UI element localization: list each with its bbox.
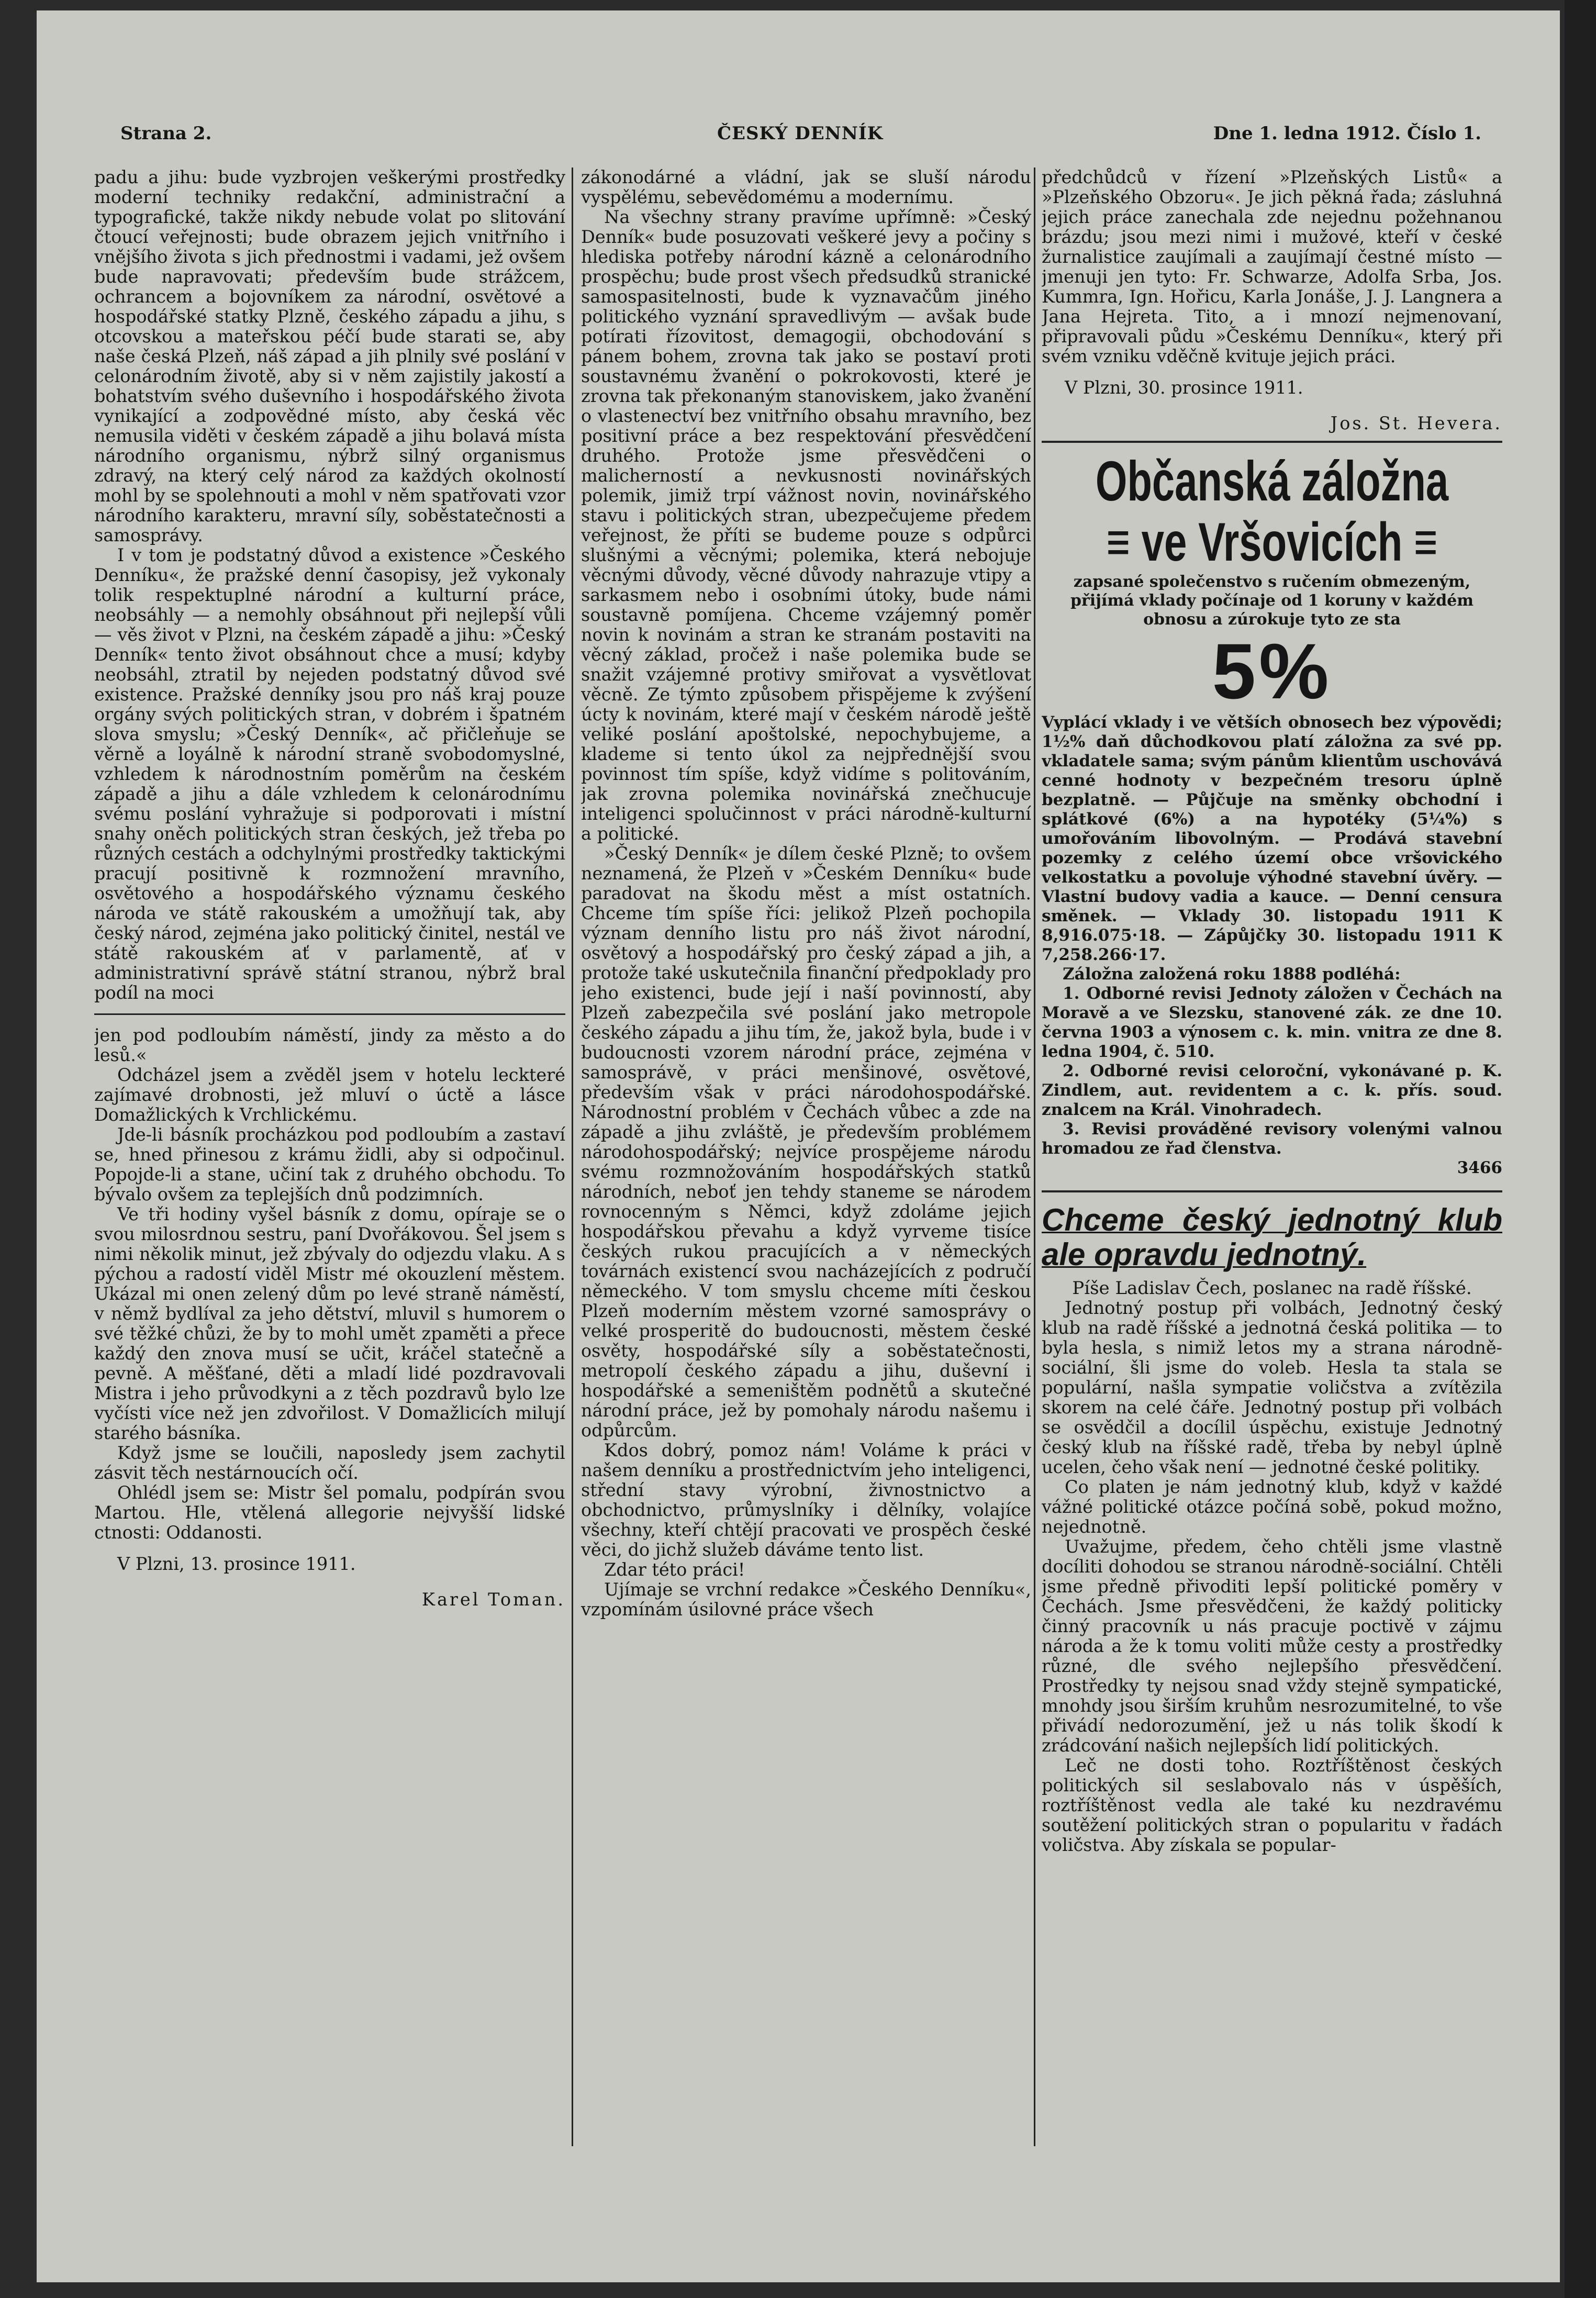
article-paragraph: Zdar této práci! [604,1559,745,1580]
ad-line: přijímá vklady počínaje od 1 koruny v každém obnosu a zúrokuje tyto ze sta [1070,592,1474,629]
issue-date: Dne 1. ledna 1912. Číslo 1. [1213,123,1481,144]
ad-title: Občanská záložna [1095,449,1449,512]
column-1 [94,168,565,2209]
article-paragraph: Leč ne dosti toho. Roztříštěnost českých politických sil seslabovalo nás v úspěších, roztříštěnost vedla ale také ku nezdravému soutěžení politických stran o popularitu v řadách voličstva. Aby získala se popular- [1042,1755,1502,1855]
newspaper-title: ČESKÝ DENNÍK [717,123,884,144]
article-date: V Plzni, 13. prosince 1911. [117,1554,356,1574]
article-paragraph: Jde-li básník procházkou pod podloubím a zastaví se, hned přinesou z krámu židli, aby si odpočinul. Popojde-li a stane, učiní tak z druhého obchodu. To bývalo ovšem za teplejších dnů podzimních. [94,1124,565,1204]
article-paragraph: Odcházel jsem a zvěděl jsem v hotelu leckteré zajímavé drobnosti, jež mluví o úctě a lásce Domažlických k Vrchlickému. [94,1065,565,1125]
newspaper-page [37,10,1560,2282]
column-2 [581,168,1031,2209]
article-paragraph: Na všechny strany pravíme upřímně: »Český Denník« bude posuzovati veškeré jevy a počiny s hlediska potřeby národní kázně a celonárodního prospěchu; bude prost všech předsudků stranické samospasitelnosti, bude k vyznavačům jiného politického vyznání spravedlivým — avšak bude potírati řízovitost, demagogii, obchodování s pánem bohem, zrovna tak jako se postaví proti soustavnému žvanění o pokrokovosti, které je zrovna tak překonaným stanoviskem, jako žvanění o vlastenectví bez vnitřního obsahu mravního, bez positivní práce a bez respektování přesvědčení druhého. Protože jsme přesvědčeni o malicherností a nevkusnosti novinářských polemik, jimiž trpí vážnost novin, novinářského stavu i politických stran, ubezpečujeme předem veřejnost, že příti se budeme pouze s odpůrci slušnými a věcnými; polemika, která nebojuje věcnými důvody, věcné důvody nahrazuje vtipy a sarkasmem nebo i osobními útoky, bude námi soustavně pomíjena. Chceme vzájemný poměr novin k novinám a stran ke stranám postaviti na věcný základ, pročež i naše polemika bude se snažit vzájemné protivy smiřovat a vysvětlovat věcně. Ze týmto způsobem přispějeme k zvýšení úcty k novinám, které mají v českém národě ještě veliké poslání apoštolské, nepochybujeme, a klademe si tento úkol za nejpřednější svou povinnost tím spíše, když vidíme s politováním, jak zrovna polemika novinářská znečhucuje inteligenci spolučinnost v práci národně-kulturní a politické. [581,207,1031,844]
article-headline: Chceme český jednotný klub ale opravdu jednotný. [1042,1202,1502,1272]
article-paragraph: Když jsme se loučili, naposledy jsem zachytil zásvit těch nestárnoucích očí. [94,1443,565,1483]
article-paragraph: I v tom je podstatný důvod a existence »Českého Denníku«, že pražské denní časopisy, jež vykonaly tolik respektuplné národní a kulturní práce, neobsáhly — a nemohly obsáhnout při nejlepší vůli — věs život v Plzni, na českém západě a jihu: »Český Denník« tento život obsáhnout chce a musí; kdyby neobsáhl, ztratil by nejeden podstatný důvod své existence. Pražské denníky jsou pro náš kraj pouze orgány svých politických stran, v dobrém i špatném slova smyslu; »Český Denník«, ač přičleňuje se věrně a loyálně k národní straně svobodomyslné, vzhledem k národnostním poměrům na českém západě a jihu a dále vzhledem k celonárodnímu svému poslání vyhražuje si podporovati i místní snahy oněch politických stran českých, jež třeba po různých cestách a odchylnými prostředky taktickými pracují positivně k rozmnožení mravního, osvětového a hospodářského významu českého národa ve státě rakouském a umožňují tak, aby český národ, zejména jako politický činitel, nestál ve státě rakouském ať v parlamentě, ať v administrativní správě státní stranou, nýbrž bral podíl na moci [94,545,565,1003]
article-paragraph: jen pod podloubím náměstí, jindy za město a do lesů.« [94,1025,565,1065]
article-paragraph: Ohlédl jsem se: Mistr šel pomalu, podpírán svou Martou. Hle, vtělená allegorie nejvyšší lidské ctnosti: Oddanosti. [94,1482,565,1543]
article-paragraph: Ve tři hodiny vyšel básník z domu, opíraje se o svou milosrdnou sestru, paní Dvořákovou. Šel jsem s nimi několik minut, jež zbývaly do odjezdu vlaku. A s pýchou a radostí viděl Mistr mé okouzlení městem. Ukázal mi onen zelený dům po levé straně náměstí, v němž bydlíval za jeho dětství, mluvil s humorem o své těžké chůzi, že by to mohl umět zpaměti a přece každý den znova musí se učit, kráčel statečně a pevně. A měšťané, děti a mladí lidé pozdravovali Mistra i jeho průvodkyni a z těch pozdravů bylo lze vyčísti více než jen zdvořilost. V Domažlicích milují starého básníka. [94,1204,565,1443]
column-divider [1034,168,1035,2146]
ad-regulation-list [1042,965,1502,1178]
column-3 [1042,168,1502,2209]
article-paragraph: předchůdců v řízení »Plzeňských Listů« a »Plzeňského Obzoru«. Je jich pěkná řada; zásluhná jejich práce zanechala zde nejednu požehnanou brázdu; jsou mezi nimi i mužové, kteří v české žurnalistice zaujímali a zaujímají čestné místo — jmenuji jen tyto: Fr. Schwarze, Adolfa Srba, Jos. Kummra, Ign. Hořicu, Karla Jonáše, J. J. Langnera a Jana Hejreta. Tito, a i mnozí nejmenovaní, připravovali půdu »Českému Denníku«, který při svém vzniku vděčně kvituje jejich práci. [1042,168,1502,366]
scan-border [1565,0,1596,2298]
page-number: Strana 2. [120,123,212,144]
article-paragraph: Co platen je nám jednotný klub, když v každé vážné politické otázce počíná sobě, pokud možno, nejednotně. [1042,1477,1502,1537]
article-paragraph: Uvažujme, předem, čeho chtěli jsme vlastně docíliti dohodou se stranou národně-sociální. Chtěli jsme předně přivoditi lepší politické poměry v Čechách. Jsme přesvědčeni, že každý politicky činný pracovník u nás pracuje poctivě v zájmu národa a že k tomu voliti může cesty a prostředky různé, dle svého nejlepšího přesvědčení. Prostředky ty nejsou snad vždy stejně sympatické, mnohdy jsou širším kruhům nesrozumitelné, to vše přivádí nedorozumění, jež u nás tolik škodí k zrádcování našich nejlepších lidí politických. [1042,1536,1502,1756]
article-paragraph: Jednotný postup při volbách, Jednotný český klub na radě říšské a jednotná česká politika — to byla hesla, s nimiž letos my a strana národně-sociální, šli jsme do voleb. Hesla ta stala se populární, našla sympatie voličstva a zvítězila skorem na celé čáře. Jednotný postup při volbách se osvědčil a docílil úspěchu, existuje Jednotný český klub na říšské radě, třeba by nebyl úplně ucelen, čeho však není — jednotné české politiky. [1042,1298,1502,1477]
ad-founded: Záložna založená roku 1888 podléhá: [1063,965,1401,984]
ad-code: 3466 [1457,1158,1502,1177]
article-paragraph: padu a jihu: bude vyzbrojen veškerými prostředky moderní techniky redakční, administrační a typografické, takže nikdy nebude volat po slitování čtoucí veřejnosti; bude obrazem jejich vnitřního i vnějšího života s jich přednostmi i vadami, jež ovšem bude napravovati; především bude strážcem, ochrancem a bojovníkem za národní, osvětové a hospodářské statky Plzně, českého západu a jihu, s otcovskou a mateřskou péčí bude starati se, aby naše česká Plzeň, náš západ a jih plnily své poslání v celonárodním životě, aby si v něm zajistily jakostí a bohatstvím svého duševního i hospodářského života vynikající a zodpovědné místo, aby česká věc nemusila viděti v českém západě a jihu bolavá místa národního organismu, nýbrž silný organismus zdravý, na který celý národ za každých okolností mohl by se spolehnouti a mohl v něm spatřovati vzor národního karakteru, mravní síly, soběstatečnosti a samosprávy. [94,168,565,545]
ad-list-item: 3. Revisi prováděné revisory volenými valnou hromadou ze řad členstva. [1042,1120,1502,1158]
column-divider [572,168,573,2146]
author-signature: Karel Toman. [421,1589,565,1610]
article-date: V Plzni, 30. prosince 1911. [1065,377,1303,398]
ad-body: Vyplácí vklady i ve větších obnosech bez výpovědi; 1½% daň důchodkovou platí záložna za své pp. vkladatele sama; svým pánům klientům uschovává cenné hodnoty v bezpečném tresoru úplně bezplatně. — Půjčuje na směnky obchodní i splátkové (6%) a na hypotéky (5¼%) s umořováním libovolným. — Prodává stavební pozemky z celého území obce vršovického velkostatku a povoluje výhodné stavební úvěry. — Vlastní budovy vadia a kauce. — Denní censura směnek. — Vklady 30. listopadu 1911 K 8,916.075·18. — Zápůjčky 30. listopadu 1911 K 7,258.266·17. [1042,713,1502,964]
ad-list-item: 2. Odborné revisi celoroční, vykonávané p. K. Zindlem, aut. revidentem a c. k. přís. soud. znalcem na Král. Vinohradech. [1042,1062,1502,1119]
bank-advertisement [1042,441,1502,1192]
ad-interest-rate: 5% [1212,627,1332,715]
ad-line: zapsané společenstvo s ručením obmezeným, [1073,573,1471,591]
author-signature: Jos. St. Hevera. [1330,413,1502,433]
article-byline: Píše Ladislav Čech, poslanec na radě říšské. [1072,1278,1472,1299]
article-paragraph: Ujímaje se vrchní redakce »Českého Denníku«, vzpomínám úsilovné práce všech [581,1579,1031,1620]
article-paragraph: zákonodárné a vládní, jak se sluší národu vyspělému, sebevědomému a modernímu. [581,168,1031,207]
page-header [120,123,1481,154]
section-divider [94,1013,565,1015]
ad-subtitle: ≡ ve Vršovicích ≡ [1106,512,1438,573]
article-paragraph: Kdos dobrý, pomoz nám! Voláme k práci v našem denníku a prostřednictvím jeho inteligenci, střední stavy výrobní, živnostnictvo a obchodnictvo, průmyslníky i dělníky, volajíce všechny, kteří chtějí pracovati ve prospěch české věci, do jichž služeb dáváme tento list. [581,1440,1031,1560]
article-paragraph: »Český Denník« je dílem české Plzně; to ovšem neznamená, že Plzeň v »Českém Denníku« bude paradovat na škodu měst a míst ostatních. Chceme tím spíše říci: jelikož Plzeň pochopila význam denního listu pro náš život národní, osvětový a hospodářský pro český západ a jih, a protože také uskutečnila finanční předpoklady pro jeho existenci, bude její i naší povinností, aby Plzeň zabezpečila své poslání jako metropole českého západu a jihu tím, že, jakož byla, bude i v budoucnosti vzorem národní práce, zejména v samosprávě, v práci menšinové, osvětové, především však v práci národohospodářské. Národnostní problém v Čechách vůbec a zde na západě a jihu zvláště, je především problémem národohospodářský; nejvíce prospějeme národu svému rozmnožováním hospodářských statků národních, neboť jen tehdy staneme se národem rovnocenným s Němci, když zdoláme jejich hospodářskou převahu a když vyrveme tisíce českých rukou pracujících a v německých továrnách existencí svou nacházejících z područí německého. V tom smyslu chceme míti českou Plzeň moderním městem vzorné samosprávy o velké prosperitě do budoucnosti, městem české osvěty, hospodářské síly a soběstatečnosti, metropolí českého západu a jihu, duševní i hospodářské a semeništěm podnětů a skutečné národní práce, jež by pomohaly národu našemu i odpůrcům. [581,843,1031,1441]
ad-list-item: 1. Odborné revisi Jednoty záložen v Čechách na Moravě a ve Slezsku, stanovené zák. ze dne 10. června 1903 a výnosem c. k. min. vnitra ze dne 8. ledna 1904, č. 510. [1042,984,1502,1061]
